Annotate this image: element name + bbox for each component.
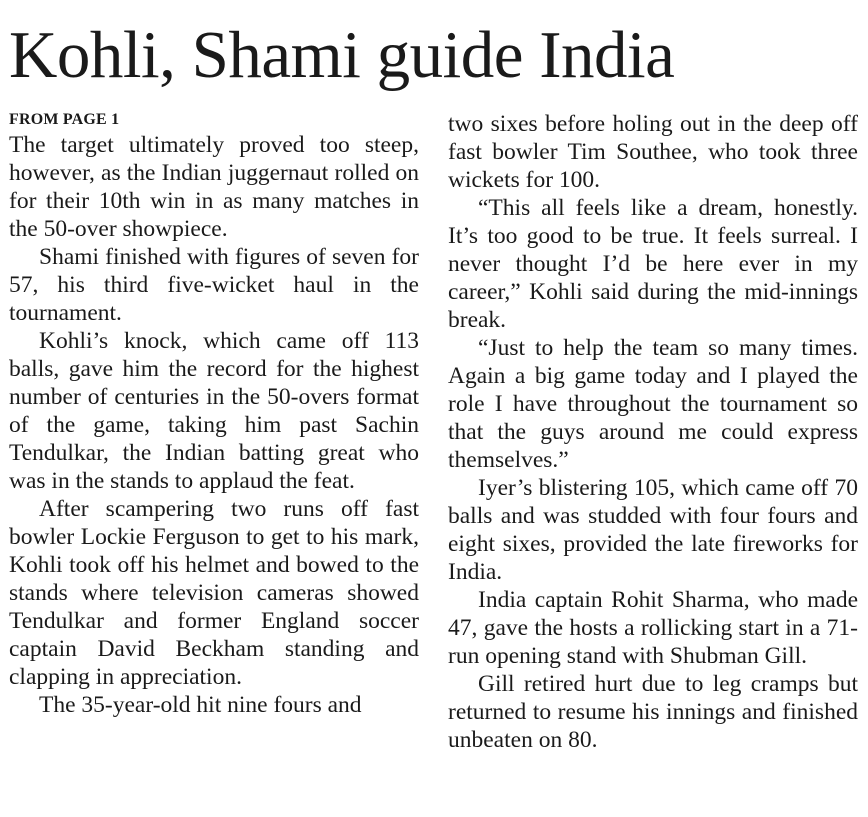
paragraph: After scampering two runs off fast bowler Lockie Ferguson to get to his mark, Kohli took off his helmet and bowed to the stands where television cameras showed Tendulkar and former England soccer captain David Beckham standing and clapping in appreciation. <box>9 496 419 690</box>
paragraph: Kohli’s knock, which came off 113 balls, gave him the record for the highest number of centuries in the 50-overs format of the game, taking him past Sachin Tendulkar, the Indian batting great who was in the stands to applaud the feat. <box>9 328 419 494</box>
paragraph: India captain Rohit Sharma, who made 47, gave the hosts a rollicking start in a 71-run opening stand with Shubman Gill. <box>448 587 858 669</box>
paragraph: Iyer’s blistering 105, which came off 70 balls and was studded with four fours and eight sixes, provided the late fireworks for India. <box>448 475 858 585</box>
paragraph: “Just to help the team so many times. Again a big game today and I played the role I have throughout the tournament so that the guys around me could express themselves.” <box>448 335 858 473</box>
paragraph: Shami finished with figures of seven for 57, his third five-wicket haul in the tournament. <box>9 244 419 326</box>
paragraph: The target ultimately proved too steep, however, as the Indian juggernaut rolled on for their 10th win in as many matches in the 50-over showpiece. <box>9 132 419 242</box>
paragraph: The 35-year-old hit nine fours and <box>39 692 362 718</box>
paragraph: Gill retired hurt due to leg cramps but returned to resume his innings and finished unbeaten on 80. <box>448 671 858 753</box>
paragraph: two sixes before holing out in the deep off fast bowler Tim Southee, who took three wickets for 100. <box>448 111 858 193</box>
paragraph: “This all feels like a dream, honestly. It’s too good to be true. It feels surreal. I never thought I’d be here ever in my career,” Kohli said during the mid-innings break. <box>448 195 858 333</box>
left-column <box>9 110 419 719</box>
kicker: FROM PAGE 1 <box>9 111 120 128</box>
headline: Kohli, Shami guide India <box>9 18 675 92</box>
right-column <box>448 110 858 754</box>
